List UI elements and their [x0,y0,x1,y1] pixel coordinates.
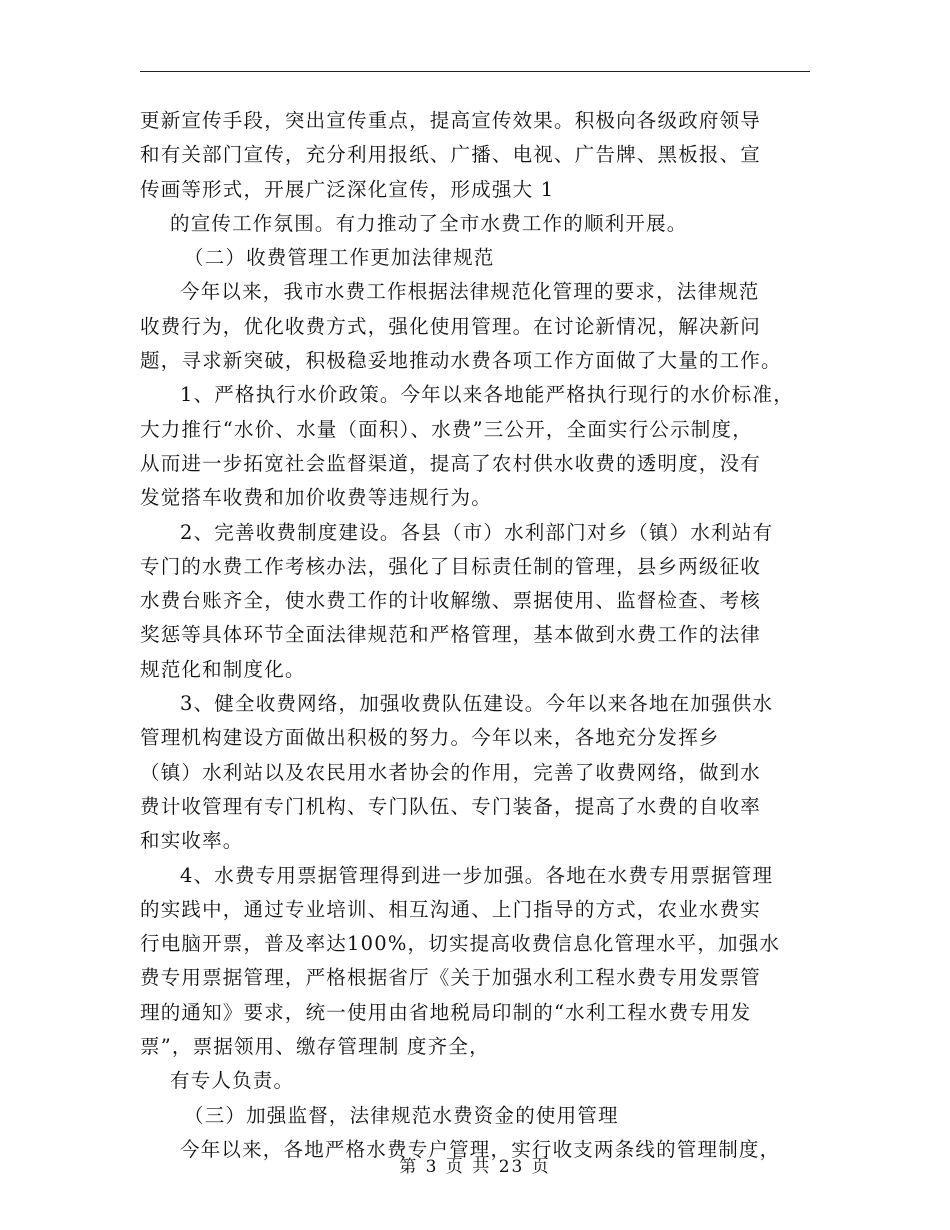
text-line: 3、健全收费网络，加强收费队伍建设。今年以来各地在加强供水 [180,692,774,716]
text-line: 今年以来，我市水费工作根据法律规范化管理的要求，法律规范 [180,280,760,304]
text-line: 4、水费专用票据管理得到进一步加强。各地在水费专用票据管理 [180,863,774,887]
text-line: 题，寻求新突破，积极稳妥地推动水费各项工作方面做了大量的工作。 [140,349,782,373]
text-line: 专门的水费工作考核办法，强化了目标责任制的管理，县乡两级征收 [140,554,762,578]
text-line: 从而进一步拓宽社会监督渠道，提高了农村供水收费的透明度，没有 [140,451,762,475]
page-number-footer: 第 3 页 共 23 页 [399,1157,551,1177]
text-line: 费专用票据管理，严格根据省厅《关于加强水利工程水费专用发票管 [140,966,762,990]
document-body [140,104,820,1167]
text-line: 1、严格执行水价政策。今年以来各地能严格执行现行的水价标准， [180,383,794,407]
text-line: 规范化和制度化。 [140,657,306,681]
text-line: 的宣传工作氛围。有力推动了全市水费工作的顺利开展。 [170,211,688,235]
text-line: 和实收率。 [140,829,244,853]
text-line: 票”，票据领用、缴存管理制 度齐全， [140,1035,490,1059]
text-line: 传画等形式，开展广泛深化宣传，形成强大 1 [140,177,555,201]
text-line: 奖惩等具体环节全面法律规范和严格管理，基本做到水费工作的法律 [140,623,762,647]
text-line: 行电脑开票，普及率达100%，切实提高收费信息化管理水平，加强水 [140,932,781,956]
text-line: （三）加强监督，法律规范水费资金的使用管理 [184,1103,619,1127]
text-line: 管理机构建设方面做出积极的努力。今年以来，各地充分发挥乡 [140,726,720,750]
text-line: 发觉搭车收费和加价收费等违规行为。 [140,486,492,510]
text-line: 水费台账齐全，使水费工作的计收解缴、票据使用、监督检查、考核 [140,589,762,613]
text-line: 有专人负责。 [170,1069,295,1093]
text-line: （镇）水利站以及农民用水者协会的作用，完善了收费网络，做到水 [140,760,762,784]
text-line: 2、完善收费制度建设。各县（市）水利部门对乡（镇）水利站有 [180,520,774,544]
text-line: 收费行为，优化收费方式，强化使用管理。在讨论新情况，解决新问 [140,314,762,338]
text-line: 的实践中，通过专业培训、相互沟通、上门指导的方式，农业水费实 [140,897,762,921]
text-line: 费计收管理有专门机构、专门队伍、专门装备，提高了水费的自收率 [140,794,762,818]
header-rule [140,71,810,72]
text-line: （二）收费管理工作更加法律规范 [184,246,495,270]
text-line: 理的通知》要求，统一使用由省地税局印制的“水利工程水费专用发 [140,1000,752,1024]
text-line: 大力推行“水价、水量（面积）、水费”三公开，全面实行公示制度， [140,417,753,441]
text-line: 更新宣传手段，突出宣传重点，提高宣传效果。积极向各级政府领导 [140,109,762,132]
text-line: 今年以来，各地严格水费专户管理，实行收支两条线的管理制度， [180,1137,781,1161]
text-line: 和有关部门宣传，充分利用报纸、广播、电视、广告牌、黑板报、宣 [140,143,762,167]
